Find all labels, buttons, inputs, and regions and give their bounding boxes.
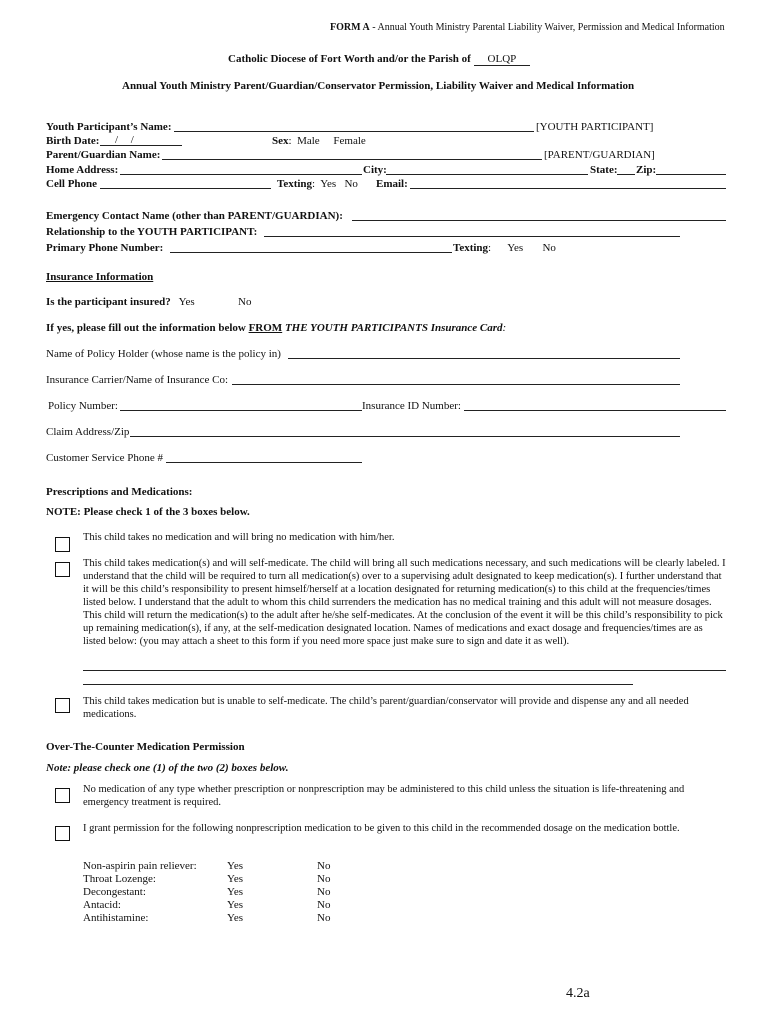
medications-line-1[interactable] (83, 670, 726, 671)
primary-phone-label: Primary Phone Number: (46, 242, 164, 254)
prescriptions-note: NOTE: Please check 1 of the 3 boxes below. (46, 506, 250, 518)
rx-option2-checkbox[interactable] (55, 562, 70, 577)
claim-address-field[interactable] (130, 436, 680, 437)
cell-phone-label: Cell Phone (46, 178, 98, 190)
policy-holder-field[interactable] (288, 358, 680, 359)
emergency-name-field[interactable] (352, 220, 726, 221)
diocese-line (228, 53, 530, 66)
rx-option3-checkbox[interactable] (55, 698, 70, 713)
cell-texting-no[interactable]: No (344, 178, 358, 190)
otc-item-yes[interactable]: Yes (227, 912, 244, 924)
rx-option2-text: This child takes medication(s) and will self-medicate. The child will bring all such medications necessary, and such medications will be clearly labeled. I understand that the child will be required to turn all medication(s) over to a supervising adult designated to keep medication(s). I further understand that it will be this child’s responsibility to present himself/herself at a location designated for returning medication(s) to this child at the frequencies/times listed below. I understand that the adult to whom this child surrenders the medication has no medical training and this adult will not measure dosages. This child will return the medication(s) to the adult after he/she self-medicates. At the conclusion of the event it will be this child’s responsibility to pick up remaining medication(s), if any, at the self-medication designated location. Names of medications and exact dosage and frequencies/times are as listed below: (you may attach a sheet to this form if you need more space just make sure to sign and date it as well). (83, 558, 726, 647)
email-label: Email: (376, 178, 408, 190)
rx-option3-text: This child takes medication but is unable to self-medicate. The child’s parent/guardian/conservator will provide and dispense any and all needed medications. (83, 696, 689, 720)
city-label: City: (363, 164, 387, 176)
policy-number-field[interactable] (120, 410, 362, 411)
rx-option1-text: This child takes no medication and will bring no medication with him/her. (83, 532, 395, 543)
birth-date-label: Birth Date: (46, 135, 100, 147)
form-label: FORM A (330, 22, 370, 33)
emergency-name-label: Emergency Contact Name (other than PARENT/GUARDIAN): (46, 210, 343, 222)
emergency-texting-label: Texting (453, 242, 489, 254)
insurance-id-label: Insurance ID Number: (362, 400, 461, 412)
sex-female[interactable]: Female (333, 135, 366, 147)
otc-option2-text: I grant permission for the following nonprescription medication to be given to this child in the recommended dosage on the medication bottle. (83, 823, 680, 834)
emergency-texting-yes[interactable]: Yes (507, 242, 524, 254)
form-title: Annual Youth Ministry Parent/Guardian/Conservator Permission, Liability Waiver and Medical Information (122, 80, 635, 92)
emergency-texting-no[interactable]: No (542, 242, 556, 254)
form-header-rest: - Annual Youth Ministry Parental Liability Waiver, Permission and Medical Information (369, 22, 725, 33)
sex-male[interactable]: Male (297, 135, 320, 147)
cell-phone-field[interactable] (100, 188, 271, 189)
emergency-texting-row: Texting: Yes No (453, 242, 556, 254)
insured-no[interactable]: No (238, 296, 252, 308)
otc-item-yes[interactable]: Yes (227, 860, 244, 872)
otc-item-no[interactable]: No (317, 899, 331, 911)
cell-texting-yes[interactable]: Yes (320, 178, 337, 190)
carrier-label: Insurance Carrier/Name of Insurance Co: (46, 374, 229, 386)
insured-yes[interactable]: Yes (178, 296, 195, 308)
otc-item-yes[interactable]: Yes (227, 886, 244, 898)
birth-date-field[interactable] (100, 145, 182, 146)
sex-row: Sex: Male Female (272, 135, 366, 147)
otc-item-label: Antacid: (83, 899, 121, 911)
zip-field[interactable] (656, 174, 726, 175)
participant-name-label: Youth Participant’s Name: (46, 121, 172, 133)
rx-option1-checkbox[interactable] (55, 537, 70, 552)
cell-texting-label: Texting (277, 178, 313, 190)
otc-item-label: Throat Lozenge: (83, 873, 156, 885)
otc-note: Note: please check one (1) of the two (2) boxes below. (46, 762, 289, 774)
birth-date-slashes: / / (115, 134, 134, 146)
otc-option1-checkbox[interactable] (55, 788, 70, 803)
insurance-heading: Insurance Information (46, 271, 154, 283)
guardian-name-field[interactable] (162, 159, 542, 160)
otc-item-yes[interactable]: Yes (227, 899, 244, 911)
otc-item-label: Non-aspirin pain reliever: (83, 860, 197, 872)
guardian-name-tag: [PARENT/GUARDIAN] (544, 149, 655, 161)
relationship-field[interactable] (264, 236, 680, 237)
otc-item-label: Antihistamine: (83, 912, 149, 924)
customer-service-field[interactable] (166, 462, 362, 463)
diocese-prefix: Catholic Diocese of Fort Worth and/or the Parish of (228, 53, 474, 65)
medications-line-2[interactable] (83, 684, 633, 685)
claim-address-label: Claim Address/Zip (46, 426, 130, 438)
state-label: State: (590, 164, 618, 176)
zip-label: Zip: (636, 164, 657, 176)
guardian-name-label: Parent/Guardian Name: (46, 149, 161, 161)
carrier-field[interactable] (232, 384, 680, 385)
otc-item-no[interactable]: No (317, 886, 331, 898)
participant-name-field[interactable] (174, 131, 534, 132)
page-number: 4.2a (566, 986, 590, 1001)
otc-item-no[interactable]: No (317, 860, 331, 872)
email-field[interactable] (410, 188, 726, 189)
otc-item-label: Decongestant: (83, 886, 146, 898)
policy-holder-label: Name of Policy Holder (whose name is the policy in) (46, 348, 281, 360)
customer-service-label: Customer Service Phone # (46, 452, 164, 464)
form-header (330, 22, 725, 33)
insurance-instruction: If yes, please fill out the information below FROM THE YOUTH PARTICIPANTS Insurance Card: (46, 322, 507, 334)
insured-question: Is the participant insured? (46, 296, 171, 308)
policy-number-label: Policy Number: (48, 400, 118, 412)
prescriptions-heading: Prescriptions and Medications: (46, 486, 193, 498)
relationship-label: Relationship to the YOUTH PARTICIPANT: (46, 226, 258, 238)
parish-field[interactable]: OLQP (474, 53, 531, 66)
otc-option1-text: No medication of any type whether prescription or nonprescription may be administered to this child unless the situation is life-threatening and emergency treatment is required. (83, 784, 685, 808)
otc-option2-checkbox[interactable] (55, 826, 70, 841)
cell-texting-row: Texting: Yes No (277, 178, 358, 190)
insured-row (46, 296, 195, 308)
city-field[interactable] (386, 174, 588, 175)
otc-item-no[interactable]: No (317, 912, 331, 924)
participant-name-tag: [YOUTH PARTICIPANT] (536, 121, 654, 133)
otc-item-no[interactable]: No (317, 873, 331, 885)
sex-label: Sex (272, 135, 289, 147)
otc-heading: Over-The-Counter Medication Permission (46, 741, 245, 753)
otc-item-yes[interactable]: Yes (227, 873, 244, 885)
insurance-id-field[interactable] (464, 410, 726, 411)
primary-phone-field[interactable] (170, 252, 452, 253)
home-address-field[interactable] (120, 174, 362, 175)
state-field[interactable] (617, 174, 635, 175)
home-address-label: Home Address: (46, 164, 119, 176)
